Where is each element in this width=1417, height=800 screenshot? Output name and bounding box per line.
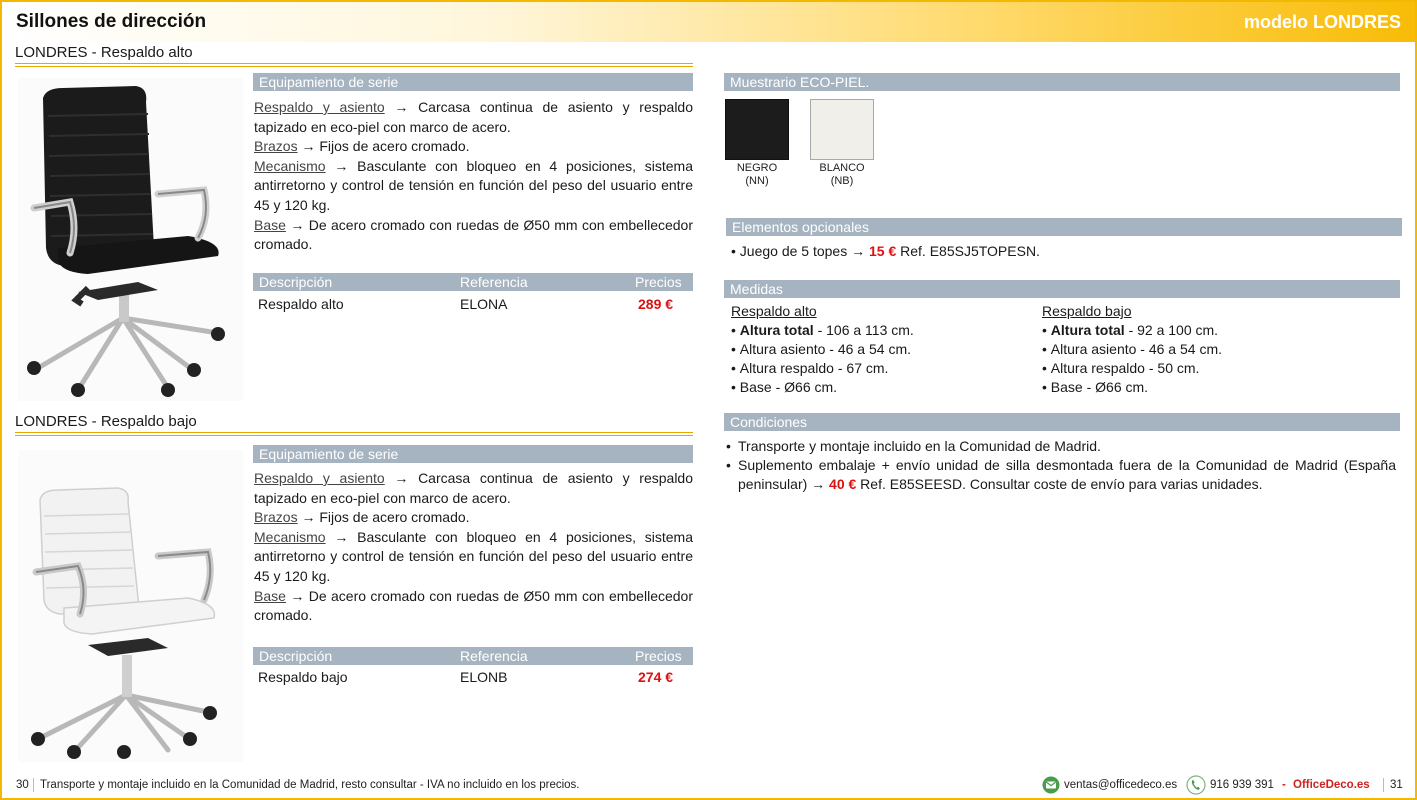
spec-arms-label: Brazos [254,509,298,526]
swatch-black [725,99,789,160]
measure-item: • Altura asiento - 46 a 54 cm. [1042,341,1222,357]
footer-phone[interactable]: 916 939 391 [1210,779,1274,791]
measure-label: Altura total [739,322,814,338]
model-name: modelo LONDRES [1243,12,1401,32]
spec-arms-text: → Fijos de acero cromado. [297,509,470,526]
spec-backrest-label: Respaldo y asiento [254,470,385,486]
spec-base-label: Base [254,216,286,233]
optional-item-price: 15 € [869,243,897,259]
measures-header: Medidas [724,280,1400,298]
row-description: Respaldo alto [258,296,344,312]
equipment-header-alto: Equipamiento de serie [253,73,693,91]
measure-value: - 92 a 100 cm. [1124,322,1219,338]
page-number-right: 31 [1390,779,1403,791]
price-row-bajo [253,667,693,687]
section-title-bajo: LONDRES - Respaldo bajo [15,413,197,430]
optional-list [731,242,1040,261]
spec-list-bajo [254,469,693,626]
measure-item: • Altura respaldo - 50 cm. [1042,360,1200,376]
measure-value: - 106 a 113 cm. [813,322,914,338]
measure-item: • Base - Ø66 cm. [731,379,838,395]
col-description: Descripción [259,274,333,290]
spec-arms [254,137,693,157]
measure-value: Base - Ø66 cm. [1050,379,1149,395]
measure-item: • Altura respaldo - 67 cm. [731,360,889,376]
measures-alto-title: Respaldo alto [731,303,817,319]
spec-backrest [254,469,693,508]
spec-backrest-text: → Carcasa continua de asiento y respaldo tapizado en eco-piel con marco de acero. [254,99,693,135]
spec-base [254,216,693,255]
condition-text: Suplemento embalaje + envío unidad de silla desmontada fuera de la Comunidad de Madrid (España peninsular) → [738,457,1396,492]
footer-brand-link[interactable]: OfficeDeco.es [1293,779,1370,791]
measure-value: Altura respaldo - 67 cm. [739,360,889,376]
conditions-header: Condiciones [724,413,1400,431]
condition-text: Transporte y montaje incluido en la Comunidad de Madrid. [738,438,1101,454]
spec-backrest-label: Respaldo y asiento [254,99,385,115]
row-reference: ELONB [460,669,508,685]
phone-icon [1186,775,1206,795]
footer-email-link[interactable]: ventas@officedeco.es [1064,779,1178,791]
page-header [2,2,1415,42]
spec-base-text: → De acero cromado con ruedas de Ø50 mm con embellecedor cromado. [254,216,693,253]
spec-list-alto [254,98,693,255]
row-reference: ELONA [460,296,508,312]
spec-mechanism-text: → Basculante con bloqueo en 4 posiciones, sistema antirretorno y control de tensión en función del peso del usuario entre 45 y 120 kg. [254,157,693,213]
spec-mechanism-text: → Basculante con bloqueo en 4 posiciones, sistema antirretorno y control de tensión en función del peso del usuario entre 45 y 120 kg. [254,528,693,584]
measure-value: Altura respaldo - 50 cm. [1050,360,1200,376]
spec-mechanism [254,157,693,216]
chair-low-back-white-image [18,450,243,762]
swatch-black-name: NEGRO [736,162,778,174]
measure-label: Altura total [1050,322,1125,338]
spec-backrest [254,98,693,137]
spec-mechanism [254,528,693,587]
price-row-alto [253,294,693,314]
col-reference: Referencia [460,648,528,664]
row-price: 289 € [638,296,674,312]
swatch-white-name: BLANCO [819,162,865,174]
col-reference: Referencia [460,274,528,290]
spec-arms-label: Brazos [254,138,298,155]
measure-item: • Altura total - 92 a 100 cm. [1042,322,1219,338]
footer-note: Transporte y montaje incluido en la Comunidad de Madrid, resto consultar - IVA no incluido en los precios. [40,779,580,791]
page-number-left: 30 [16,779,29,791]
swatch-white [810,99,874,160]
divider-rule [15,63,693,67]
conditions-list [726,437,1396,494]
equipment-header-bajo: Equipamiento de serie [253,445,693,463]
spec-backrest-text: → Carcasa continua de asiento y respaldo tapizado en eco-piel con marco de acero. [254,470,693,506]
row-description: Respaldo bajo [258,669,348,685]
optional-item-ref: Ref. E85SJ5TOPESN. [896,243,1040,259]
measure-value: Altura asiento - 46 a 54 cm. [1050,341,1222,357]
col-price: Precios [635,648,682,664]
row-price: 274 € [638,669,674,685]
condition-price: 40 € [829,476,857,492]
price-table-header-bajo [253,647,693,665]
measures-alto [731,302,914,397]
page-title: Sillones de dirección [16,11,207,32]
condition-ref: Ref. E85SEESD. Consultar coste de envío para varias unidades. [856,476,1263,492]
spec-base-text: → De acero cromado con ruedas de Ø50 mm con embellecedor cromado. [254,587,693,624]
spec-arms-text: → Fijos de acero cromado. [297,138,470,155]
spec-mechanism-label: Mecanismo [254,528,326,545]
optional-item-text: Juego de 5 topes → [739,243,869,259]
swatch-black-label [725,162,789,188]
optional-item: • Juego de 5 topes → 15 € Ref. E85SJ5TOPESN. [731,243,1040,259]
spec-base [254,587,693,626]
measure-value: Base - Ø66 cm. [739,379,838,395]
email-icon [1042,776,1060,794]
condition-item: • Suplemento embalaje + envío unidad de silla desmontada fuera de la Comunidad de Madrid (España peninsular) → 40 € Ref. E85SEESD. Consultar coste de envío para varias unidades. [726,457,1396,492]
swatch-black-code: (NN) [745,175,769,187]
col-description: Descripción [259,648,333,664]
page-footer [0,776,1417,796]
col-price: Precios [635,274,682,290]
footer-dash: - [1282,779,1286,791]
spec-base-label: Base [254,587,286,604]
measures-bajo-title: Respaldo bajo [1042,303,1132,319]
measure-item: • Altura total - 106 a 113 cm. [731,322,914,338]
price-table-header-alto [253,273,693,291]
footer-separator [1383,778,1384,792]
chair-high-back-black-image [18,78,243,401]
measure-item: • Base - Ø66 cm. [1042,379,1149,395]
measures-bajo [1042,302,1222,397]
measure-item: • Altura asiento - 46 a 54 cm. [731,341,911,357]
condition-item: • Transporte y montaje incluido en la Comunidad de Madrid. [726,438,1101,454]
divider-rule [15,432,693,436]
swatch-white-label [810,162,874,188]
swatch-white-code: (NB) [830,175,854,187]
optional-header: Elementos opcionales [726,218,1402,236]
swatches-header: Muestrario ECO-PIEL. [724,73,1400,91]
measure-value: Altura asiento - 46 a 54 cm. [739,341,911,357]
section-title-alto: LONDRES - Respaldo alto [15,44,193,61]
spec-arms [254,508,693,528]
footer-separator [33,778,34,792]
spec-mechanism-label: Mecanismo [254,157,326,174]
